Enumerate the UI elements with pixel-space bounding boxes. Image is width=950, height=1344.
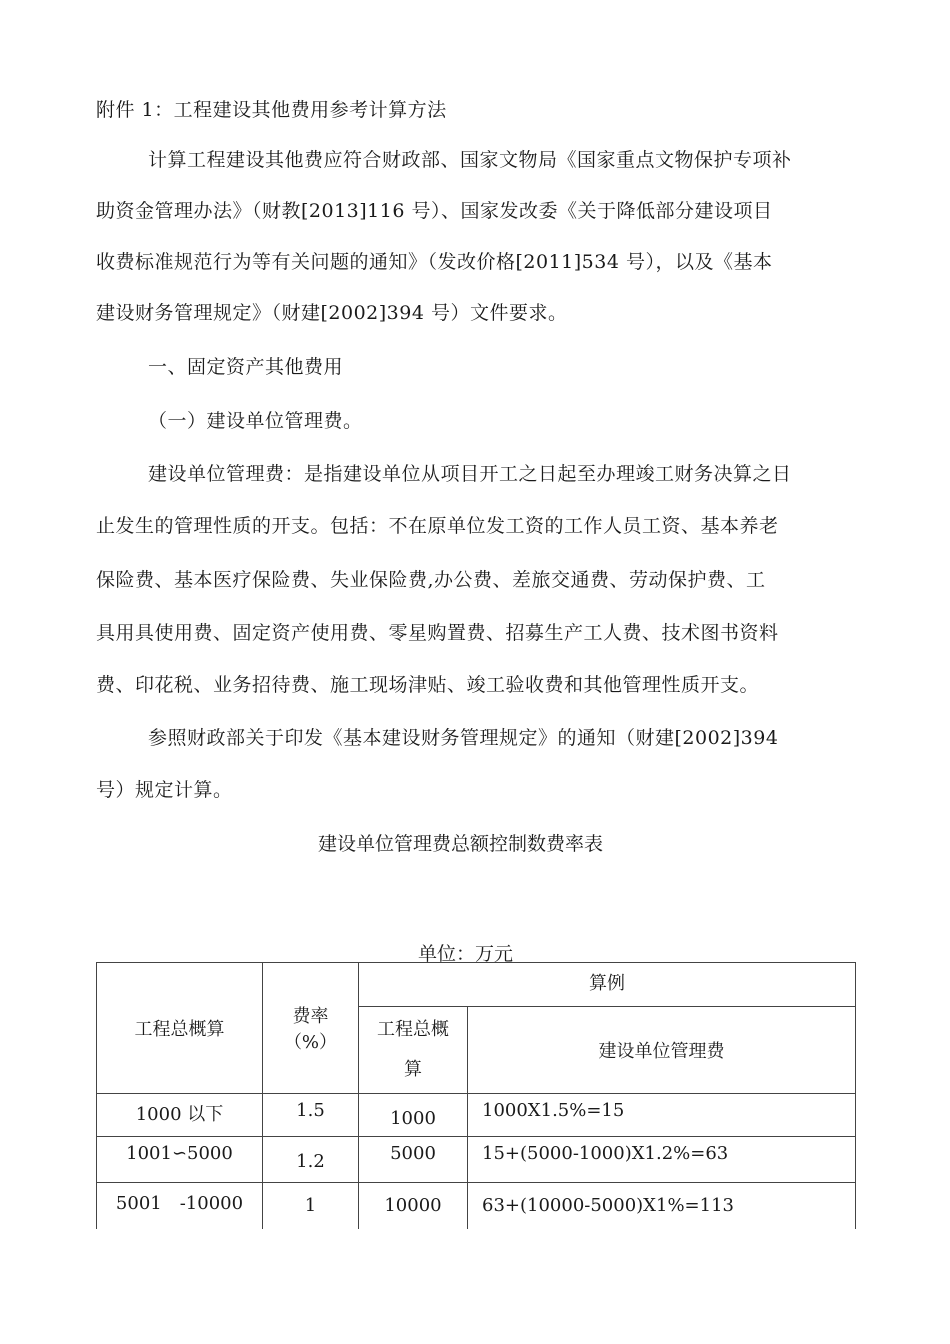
fee-rate-table <box>96 962 856 1229</box>
cell-example-fee: 63+(10000-5000)X1%=113 <box>468 1183 856 1229</box>
paragraph-line: 参照财政部关于印发《基本建设财务管理规定》的通知（财建[2002]394 <box>148 727 779 749</box>
paragraph-line: 保险费、基本医疗保险费、失业保险费,办公费、差旅交通费、劳动保护费、工 <box>96 569 766 591</box>
header-rate <box>263 963 359 1094</box>
table-title: 建设单位管理费总额控制数费率表 <box>318 833 604 855</box>
section-heading: 一、固定资产其他费用 <box>148 356 344 378</box>
cell-example-fee: 15+(5000-1000)X1.2%=63 <box>468 1137 856 1183</box>
paragraph-line: 具用具使用费、固定资产使用费、零星购置费、招募生产工人费、技术图书资料 <box>96 622 779 644</box>
cell-example-total: 5000 <box>359 1137 468 1183</box>
header-example-total <box>359 1007 468 1094</box>
subsection-heading: （一）建设单位管理费。 <box>148 410 363 432</box>
header-example-total-line1: 工程总概 <box>377 1019 449 1040</box>
table-row <box>97 1183 856 1229</box>
cell-rate: 1.2 <box>263 1137 359 1183</box>
paragraph-line: 建设单位管理费：是指建设单位从项目开工之日起至办理竣工财务决算之日 <box>148 463 792 485</box>
cell-range: 1000 以下 <box>97 1094 263 1137</box>
paragraph-line: 助资金管理办法》（财教[2013]116 号）、国家发改委《关于降低部分建设项目 <box>96 200 773 222</box>
cell-rate: 1.5 <box>263 1094 359 1137</box>
header-example-total-line2: 算 <box>404 1059 422 1080</box>
header-rate-label: 费率 <box>292 1006 329 1027</box>
cell-rate: 1 <box>263 1183 359 1229</box>
cell-example-total: 1000 <box>359 1094 468 1137</box>
header-total-estimate: 工程总概算 <box>97 963 263 1094</box>
paragraph-line: 建设财务管理规定》（财建[2002]394 号）文件要求。 <box>96 302 568 324</box>
paragraph-line: 计算工程建设其他费应符合财政部、国家文物局《国家重点文物保护专项补 <box>148 149 792 171</box>
header-rate-unit: （%） <box>283 1032 338 1053</box>
cell-range: 1001∽5000 <box>97 1137 263 1183</box>
paragraph-line: 止发生的管理性质的开支。包括：不在原单位发工资的工作人员工资、基本养老 <box>96 515 779 537</box>
paragraph-line: 费、印花税、业务招待费、施工现场津贴、竣工验收费和其他管理性质开支。 <box>96 674 760 696</box>
table-row <box>97 1137 856 1183</box>
paragraph-line: 收费标准规范行为等有关问题的通知》（发改价格[2011]534 号），以及《基本 <box>96 251 773 273</box>
cell-example-fee: 1000X1.5%=15 <box>468 1094 856 1137</box>
cell-example-total: 10000 <box>359 1183 468 1229</box>
table-row <box>97 1094 856 1137</box>
header-example-fee: 建设单位管理费 <box>468 1007 856 1094</box>
header-example: 算例 <box>359 963 856 1007</box>
cell-range: 5001 -10000 <box>97 1183 263 1229</box>
paragraph-line: 号）规定计算。 <box>96 779 233 801</box>
document-heading: 附件 1：工程建设其他费用参考计算方法 <box>96 99 447 121</box>
table-unit: 单位：万元 <box>418 943 514 965</box>
